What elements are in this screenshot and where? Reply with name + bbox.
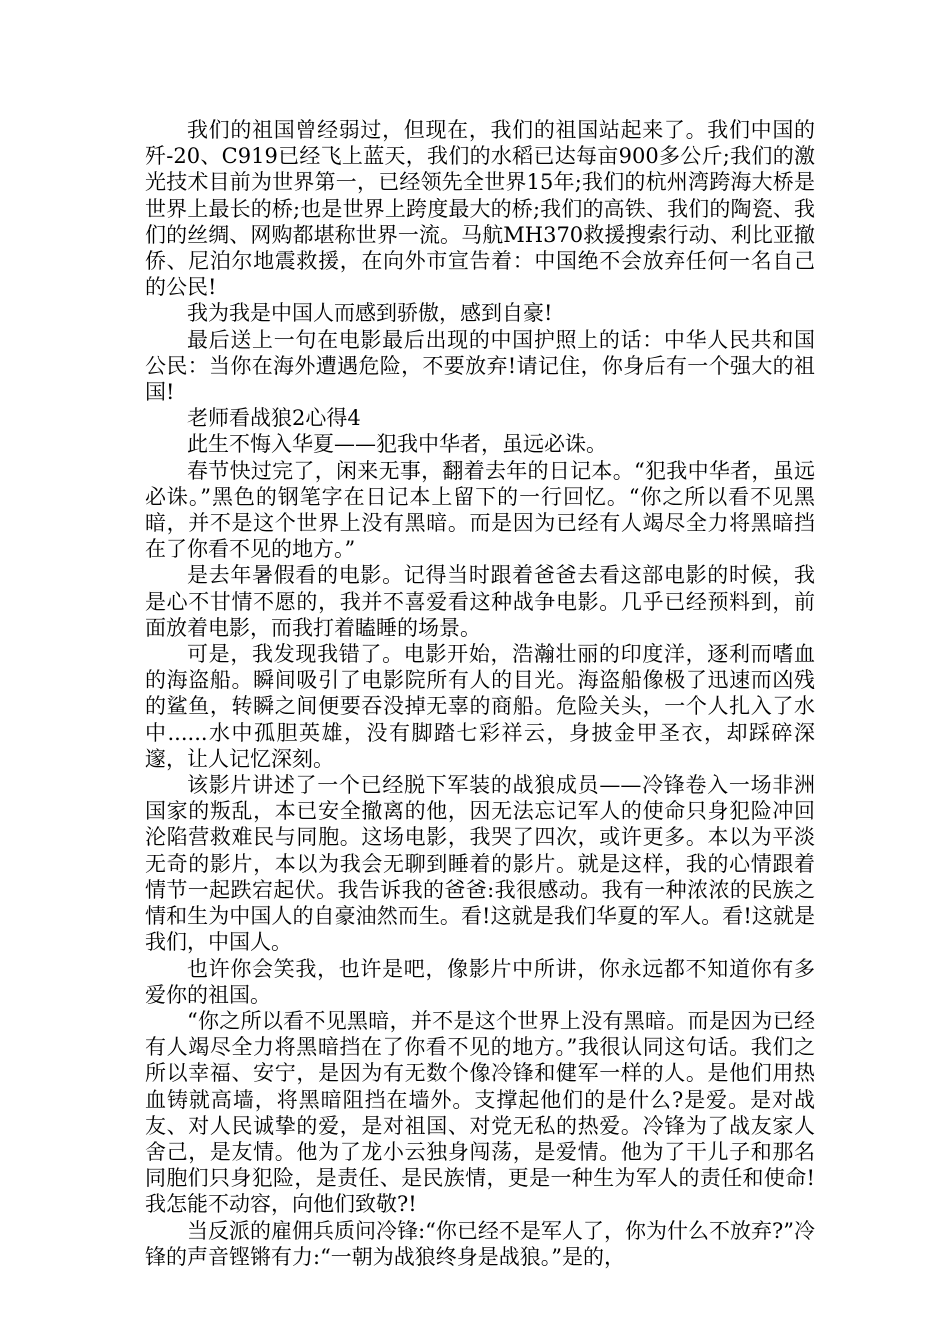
body-paragraph-4: 此生不悔入华夏——犯我中华者，虽远必诛。 xyxy=(187,432,607,457)
document-page xyxy=(145,117,815,1270)
body-paragraph-7: 可是，我发现我错了。电影开始，浩瀚壮丽的印度洋，逐利而嗜血的海盗船。瞬间吸引了电影院所有人的目光。海盗船像极了迅速而凶残的鲨鱼，转瞬之间便要吞没掉无辜的商船。危险关头，一个人扎入了水中......水中孤胆英雄，没有脚踏七彩祥云，身披金甲圣衣，却踩碎深邃，让人记忆深刻。 xyxy=(145,642,815,771)
body-paragraph-11: 当反派的雇佣兵质问冷锋:“你已经不是军人了，你为什么不放弃?”冷锋的声音铿锵有力:“一朝为战狼终身是战狼。”是的， xyxy=(145,1218,815,1269)
body-paragraph-2: 我为我是中国人而感到骄傲，感到自豪! xyxy=(187,301,553,326)
body-paragraph-1: 我们的祖国曾经弱过，但现在，我们的祖国站起来了。我们中国的歼-20、C919已经飞上蓝天，我们的水稻已达每亩900多公斤;我们的激光技术目前为世界第一，已经领先全世界15年;我们的杭州湾跨海大桥是世界上最长的桥;也是世界上跨度最大的桥;我们的高铁、我们的陶瓷、我们的丝绸、网购都堪称世界一流。马航MH370救援搜索行动、利比亚撤侨、尼泊尔地震救援，在向外市宣告着：中国绝不会放弃任何一名自己的公民! xyxy=(145,118,815,300)
body-paragraph-10: “你之所以看不见黑暗，并不是这个世界上没有黑暗。而是因为已经有人竭尽全力将黑暗挡在了你看不见的地方。”我很认同这句话。我们之所以幸福、安宁，是因为有无数个像冷锋和健军一样的人。是他们用热血铸就高墙，将黑暗阻挡在墙外。支撑起他们的是什么?是爱。是对战友、对人民诚挚的爱，是对祖国、对党无私的热爱。冷锋为了战友家人舍己，是友情。他为了龙小云独身闯荡，是爱情。他为了干儿子和那名同胞们只身犯险，是责任、是民族情，更是一种生为军人的责任和使命!我怎能不动容，向他们致敬?! xyxy=(145,1008,815,1217)
body-paragraph-6: 是去年暑假看的电影。记得当时跟着爸爸去看这部电影的时候，我是心不甘情不愿的，我并不喜爱看这种战争电影。几乎已经预料到，前面放着电影，而我打着瞌睡的场景。 xyxy=(145,563,815,640)
body-paragraph-5: 春节快过完了，闲来无事，翻着去年的日记本。“犯我中华者，虽远必诛。”黑色的钢笔字在日记本上留下的一行回忆。“你之所以看不见黑暗，并不是这个世界上没有黑暗。而是因为已经有人竭尽全力将黑暗挡在了你看不见的地方。” xyxy=(145,458,815,562)
body-paragraph-9: 也许你会笑我，也许是吧，像影片中所讲，你永远都不知道你有多爱你的祖国。 xyxy=(145,956,815,1007)
body-paragraph-8: 该影片讲述了一个已经脱下军装的战狼成员——冷锋卷入一场非洲国家的叛乱，本已安全撤离的他，因无法忘记军人的使命只身犯险冲回沦陷营救难民与同胞。这场电影，我哭了四次，或许更多。本以为平淡无奇的影片，本以为我会无聊到睡着的影片。就是这样，我的心情跟着情节一起跌宕起伏。我告诉我的爸爸:我很感动。我有一种浓浓的民族之情和生为中国人的自豪油然而生。看!这就是我们华夏的军人。看!这就是我们，中国人。 xyxy=(145,773,815,955)
body-paragraph-3: 最后送上一句在电影最后出现的中国护照上的话：中华人民共和国公民：当你在海外遭遇危险，不要放弃!请记住，你身后有一个强大的祖国! xyxy=(145,327,815,405)
section-heading: 老师看战狼2心得4 xyxy=(187,406,361,431)
